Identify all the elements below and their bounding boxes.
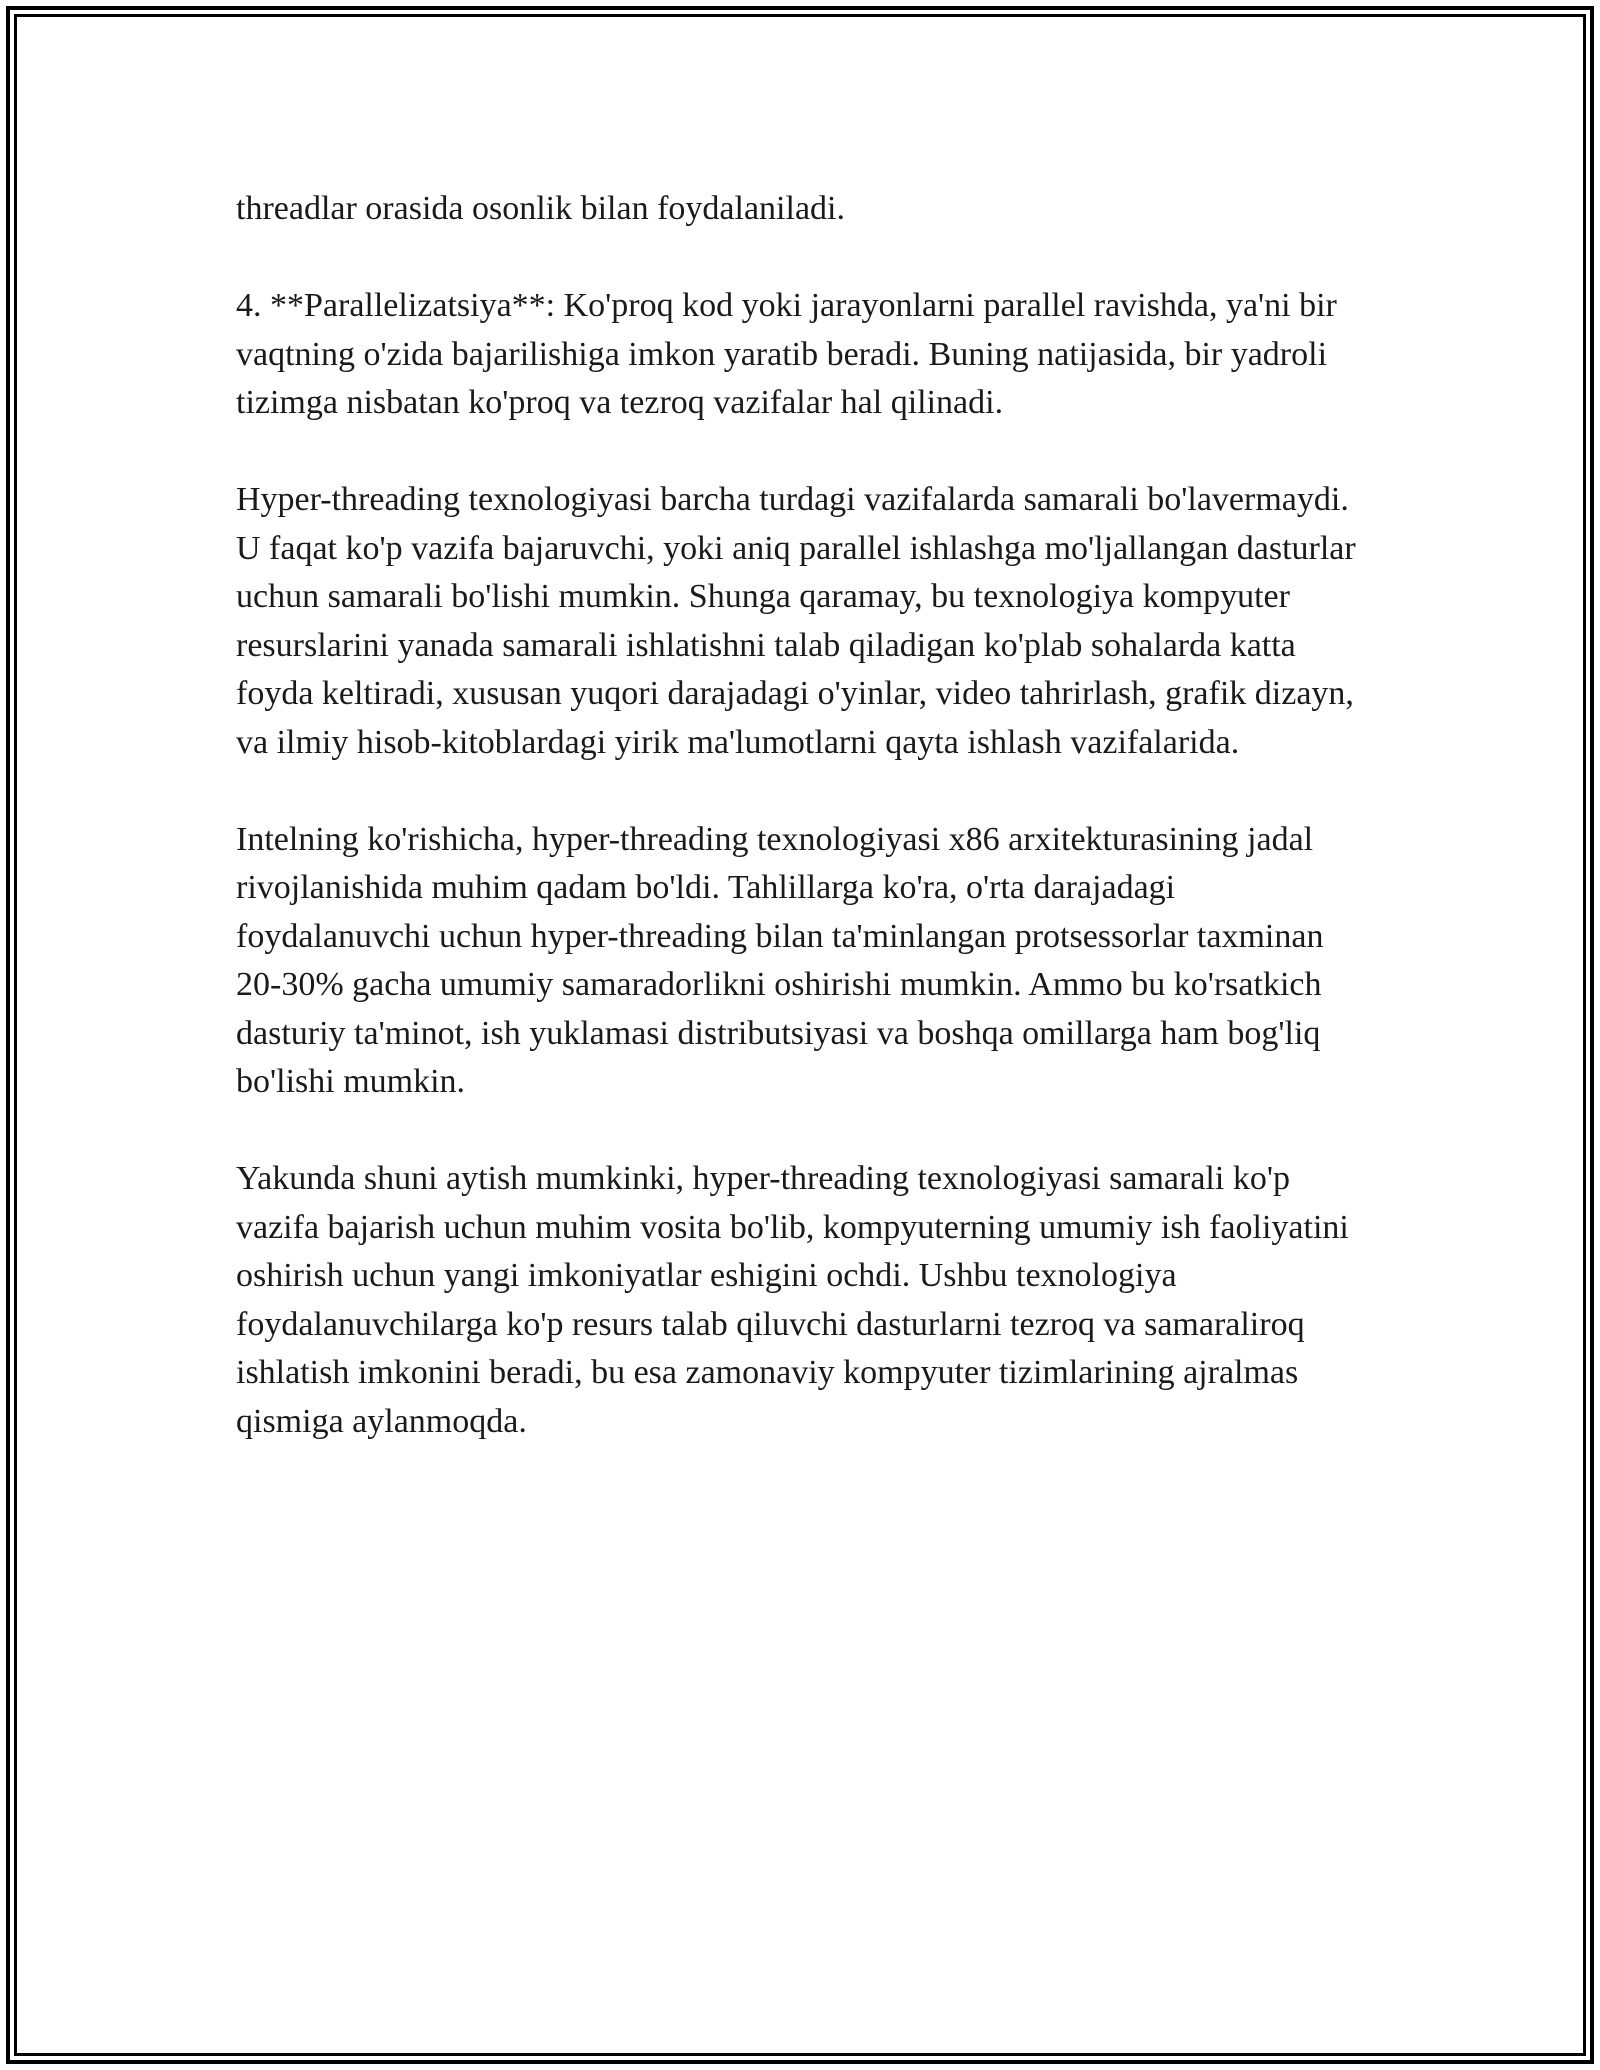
paragraph-thread-continuation: threadlar orasida osonlik bilan foydalaniladi.: [236, 190, 845, 227]
paragraph-parallelization: 4. **Parallelizatsiya**: Ko'proq kod yoki jarayonlarni parallel ravishda, ya'ni bir vaqtning o'zida bajarilishiga imkon yaratib beradi. Buning natijasida, bir yadroli tizimga nisbatan ko'proq va tezroq vazifalar hal qilinadi.: [236, 287, 1337, 421]
paragraph-intel-view: Intelning ko'rishicha, hyper-threading texnologiyasi x86 arxitekturasining jadal rivojlanishida muhim qadam bo'ldi. Tahlillarga ko'ra, o'rta darajadagi foydalanuvchi uchun hyper-threading bilan ta'minlangan protsessorlar taxminan 20-30% gacha umumiy samaradorlikni oshirishi mumkin. Ammo bu ko'rsatkich dasturiy ta'minot, ish yuklamasi distributsiyasi va boshqa omillarga ham bog'liq bo'lishi mumkin.: [236, 820, 1324, 1100]
paragraph-efficiency: Hyper-threading texnologiyasi barcha turdagi vazifalarda samarali bo'lavermaydi. U faqat ko'p vazifa bajaruvchi, yoki aniq parallel ishlashga mo'ljallangan dasturlar uchun samarali bo'lishi mumkin. Shunga qaramay, bu texnologiya kompyuter resurslarini yanada samarali ishlatishni talab qiladigan ko'plab sohalarda katta foyda keltiradi, xususan yuqori darajadagi o'yinlar, video tahrirlash, grafik dizayn, va ilmiy hisob-kitoblardagi yirik ma'lumotlarni qayta ishlash vazifalarida.: [236, 481, 1356, 761]
document-body: [236, 185, 1366, 1495]
paragraph-conclusion: Yakunda shuni aytish mumkinki, hyper-threading texnologiyasi samarali ko'p vazifa bajarish uchun muhim vosita bo'lib, kompyuterning umumiy ish faoliyatini oshirish uchun yangi imkoniyatlar eshigini ochdi. Ushbu texnologiya foydalanuvchilarga ko'p resurs talab qiluvchi dasturlarni tezroq va samaraliroq ishlatish imkonini beradi, bu esa zamonaviy kompyuter tizimlarining ajralmas qismiga aylanmoqda.: [236, 1160, 1349, 1440]
